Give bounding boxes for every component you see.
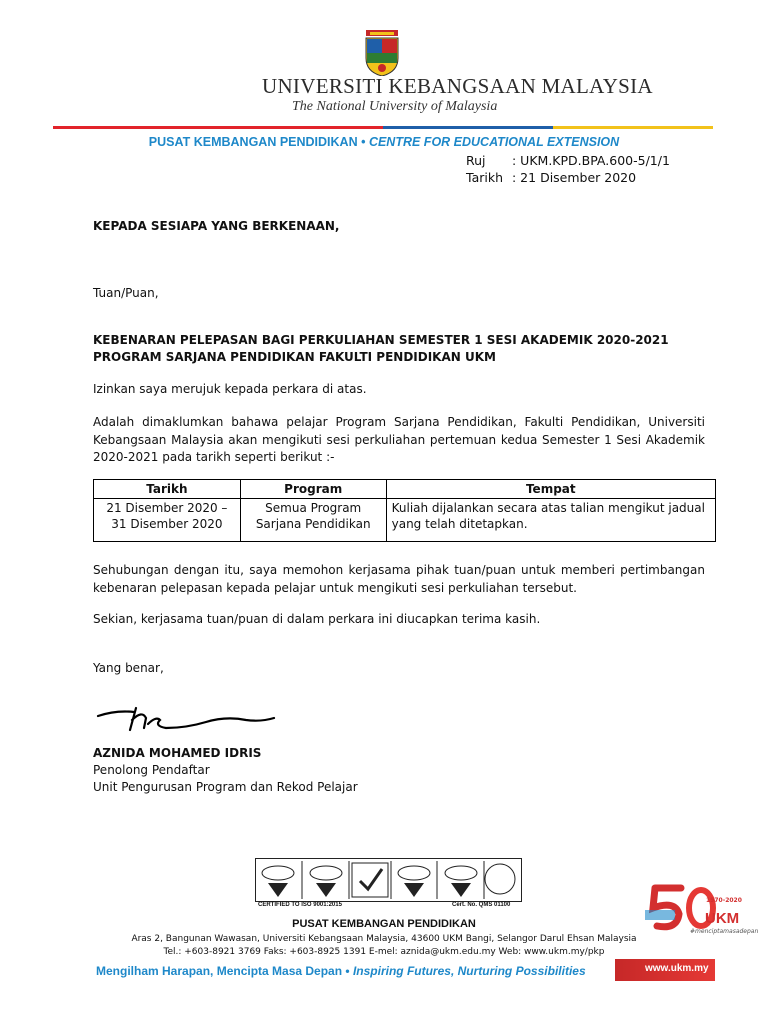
schedule-table [93,479,716,542]
salutation: Tuan/Puan, [93,286,159,300]
paragraph-4: Sekian, kerjasama tuan/puan di dalam perkara ini diucapkan terima kasih. [93,612,541,626]
footer-centre-name: PUSAT KEMBANGAN PENDIDIKAN [292,918,476,930]
paragraph-1: Izinkan saya merujuk kepada perkara di atas. [93,382,367,396]
university-name: UNIVERSITI KEBANGSAAN MALAYSIA [262,74,653,98]
ukm-brand: UKM [705,910,740,927]
header-rule-yellow [553,126,713,129]
signatory-name: AZNIDA MOHAMED IDRIS [93,746,262,760]
cell-program [240,499,386,542]
reference-number [466,153,670,168]
footer-contact: Tel.: +603-8921 3769 Faks: +603-8925 1391 E-mel: aznida@ukm.edu.my Web: www.ukm.my/pkp [163,947,605,957]
certification-logos-icon [255,858,522,902]
table-row [94,499,716,542]
cert-iso: CERTIFIED TO ISO 9001:2015 [258,902,342,908]
centre-name-malay: PUSAT KEMBANGAN PENDIDIKAN [148,135,358,149]
program-line-1: Semua Program [265,501,362,515]
table-header-row [94,480,716,499]
ref-label: Ruj [466,153,486,168]
footer-tagline [96,964,586,978]
ref-value: : UKM.KPD.BPA.600-5/1/1 [512,153,670,168]
centre-heading [0,135,768,149]
paragraph-2: Adalah dimaklumkan bahawa pelajar Program Sarjana Pendidikan, Fakulti Pendidikan, Universiti Kebangsaan Malaysia akan mengikuti sesi perkuliahan pertemuan kedua Semester 1 Sesi Akademik 2020-2021 pada tarikh seperti berikut :- [93,415,705,464]
subject-line-2: PROGRAM SARJANA PENDIDIKAN FAKULTI PENDIDIKAN UKM [93,350,496,364]
signatory-title: Penolong Pendaftar [93,763,210,777]
university-crest-icon [360,30,404,76]
centre-name-english: CENTRE FOR EDUCATIONAL EXTENSION [368,135,620,149]
signatory-unit: Unit Pengurusan Program dan Rekod Pelajar [93,780,358,794]
header-rule-red [53,126,383,129]
tagline-malay: Mengilham Harapan, Mencipta Masa Depan [96,964,343,978]
tempat-line-2: yang telah ditetapkan. [391,517,528,531]
cert-number: Cert. No. QMS 01100 [452,902,511,908]
date-value: : 21 Disember 2020 [512,170,637,185]
cell-tempat [386,499,715,542]
header-rule-blue [383,126,553,129]
subject-line-1: KEBENARAN PELEPASAN BAGI PERKULIAHAN SEMESTER 1 SESI AKADEMIK 2020-2021 [93,333,669,347]
tarikh-line-2: 31 Disember 2020 [111,517,223,531]
signature-icon [96,706,276,732]
university-name-english: The National University of Malaysia [292,99,498,114]
tagline-english: Inspiring Futures, Nurturing Possibilities [352,964,586,978]
program-line-2: Sarjana Pendidikan [255,517,371,531]
centre-separator: • [357,135,369,149]
website-link[interactable]: www.ukm.my [645,963,709,974]
tagline-separator: • [342,964,353,978]
header-tempat: Tempat [386,480,715,499]
reference-date [466,170,636,185]
tempat-line-1: Kuliah dijalankan secara atas talian mengikut jadual [391,501,705,515]
footer-address: Aras 2, Bangunan Wawasan, Universiti Kebangsaan Malaysia, 43600 UKM Bangi, Selangor Darul Ehsan Malaysia [131,934,637,944]
cell-tarikh [94,499,241,542]
anniversary-years: 1970-2020 [706,897,742,904]
addressee: KEPADA SESIAPA YANG BERKENAAN, [93,219,340,233]
header-program: Program [240,480,386,499]
header-tarikh: Tarikh [94,480,241,499]
date-label: Tarikh [466,170,503,185]
closing: Yang benar, [93,661,164,675]
paragraph-3: Sehubungan dengan itu, saya memohon kerjasama pihak tuan/puan untuk memberi pertimbangan kebenaran pelepasan kepada pelajar untuk mengikuti sesi perkuliahan tersebut. [93,563,705,595]
tarikh-line-1: 21 Disember 2020 – [106,501,228,515]
hashtag: #menciptamasadepan [690,928,759,935]
